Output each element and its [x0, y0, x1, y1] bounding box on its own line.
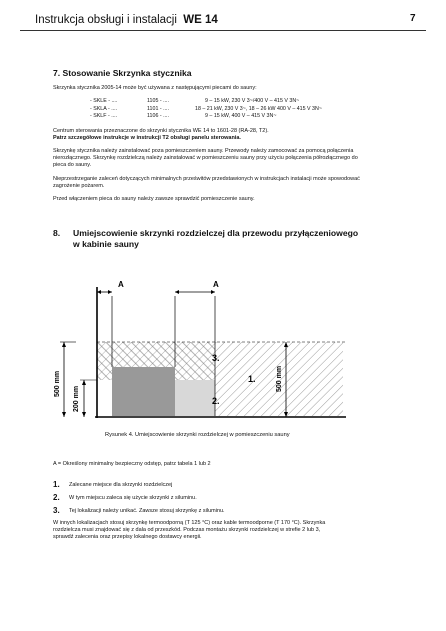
- section-8-heading: 8. Umiejscowienie skrzynki rozdzielczej dla przewodu przyłączeniowego w kabinie sauny: [53, 228, 359, 249]
- dim-a-right-label: A: [213, 280, 219, 289]
- list-item: 1. Zalecane miejsce dla skrzynki rozdzielczej: [53, 480, 173, 489]
- zone-2-label: 2.: [212, 396, 220, 406]
- installation-paragraph: Skrzynkę stycznika należy zainstalować poza pomieszczeniem sauny. Przewody należy zamocować za pomocą połączenia nierozłącznego. Skrzynkę rozdzielczą należy zainstalować w pomieszczeniu sauny przy użyciu połączenia półrozłącznego do pieca do sauny.: [53, 148, 358, 169]
- page-header: [0, 0, 446, 36]
- section-7-heading: 7. Stosowanie Skrzynka stycznika: [53, 68, 192, 78]
- fire-warning-paragraph: Nieprzestrzeganie zaleceń dotyczących minimalnych prześwitów przedstawionych w instrukcjach instalacji może spowodować zagrożenie pożarem.: [53, 176, 360, 190]
- header-divider: [20, 30, 426, 31]
- clearance-definition: A = Określony minimalny bezpieczny odstęp, patrz tabela 1 lub 2: [53, 461, 211, 467]
- other-locations-note: W innych lokalizacjach stosuj skrzynkę termoodporną (T 125 °C) oraz kable termoodporne (T 170 °C). Skrzynka rozdzielcza musi znajdować się z dala od przeszkód. Podczas montażu skrzynki rozdzielczej w strefie 2 lub 3, sprawdź zalecenia oraz przepisy lokalnego dostawcy energii.: [53, 520, 326, 541]
- zone-1-label: 1.: [248, 374, 256, 384]
- dimension-200: [73, 380, 97, 417]
- heater-model-list: [90, 98, 405, 121]
- junction-box-placement-diagram: [40, 272, 360, 422]
- check-sauna-note: Przed włączeniem pieca do sauny należy zawsze sprawdzić pomieszczenie sauny.: [53, 196, 255, 202]
- zone-2-area: [175, 380, 215, 416]
- list-item: - SKLA - .... 1101 - .... 18 – 21 kW, 230 V 3~, 18 – 26 kW 400 V – 415 V 3N~: [90, 105, 322, 112]
- control-center-note: Centrum sterowania przeznaczone do skrzynki stycznika WE 14 to 1601-28 (RA-28, T2). Patrz szczegółowe instrukcje w instrukcji T2 obsługi panelu sterowania.: [53, 128, 269, 142]
- heater-box: [112, 367, 175, 416]
- list-item: 2. W tym miejscu zaleca się użycie skrzynki z siluminu.: [53, 493, 197, 502]
- list-item: - SKLF - .... 1106 - .... 9 – 15 kW, 400 V – 415 V 3N~: [90, 113, 277, 120]
- list-item: 3. Tej lokalizacji należy unikać. Zawsze stosuj skrzynkę z siluminu.: [53, 506, 225, 515]
- dimension-a-left: [97, 280, 124, 294]
- dim-200-label: 200 mm: [73, 385, 80, 413]
- figure-caption: Rysunek 4. Umiejscowienie skrzynki rozdzielczej w pomieszczeniu sauny: [105, 432, 290, 438]
- dimension-a-right: [175, 280, 219, 294]
- zone-3-label: 3.: [212, 353, 220, 363]
- dim-a-left-label: A: [118, 280, 124, 289]
- section-7-intro: Skrzynka stycznika 2005-14 może być używana z następującymi piecami do sauny:: [53, 85, 257, 91]
- page-number: 7: [410, 13, 416, 24]
- document-title: Instrukcja obsługi i instalacji WE 14: [35, 14, 218, 26]
- dim-500-left-label: 500 mm: [54, 370, 61, 398]
- dim-500-right-label: 500 mm: [276, 365, 283, 393]
- zone-legend-list: [53, 478, 225, 517]
- list-item: - SKLE - .... 1105 - .... 9 – 15 kW, 230 V 3~/400 V – 415 V 3N~: [90, 98, 300, 104]
